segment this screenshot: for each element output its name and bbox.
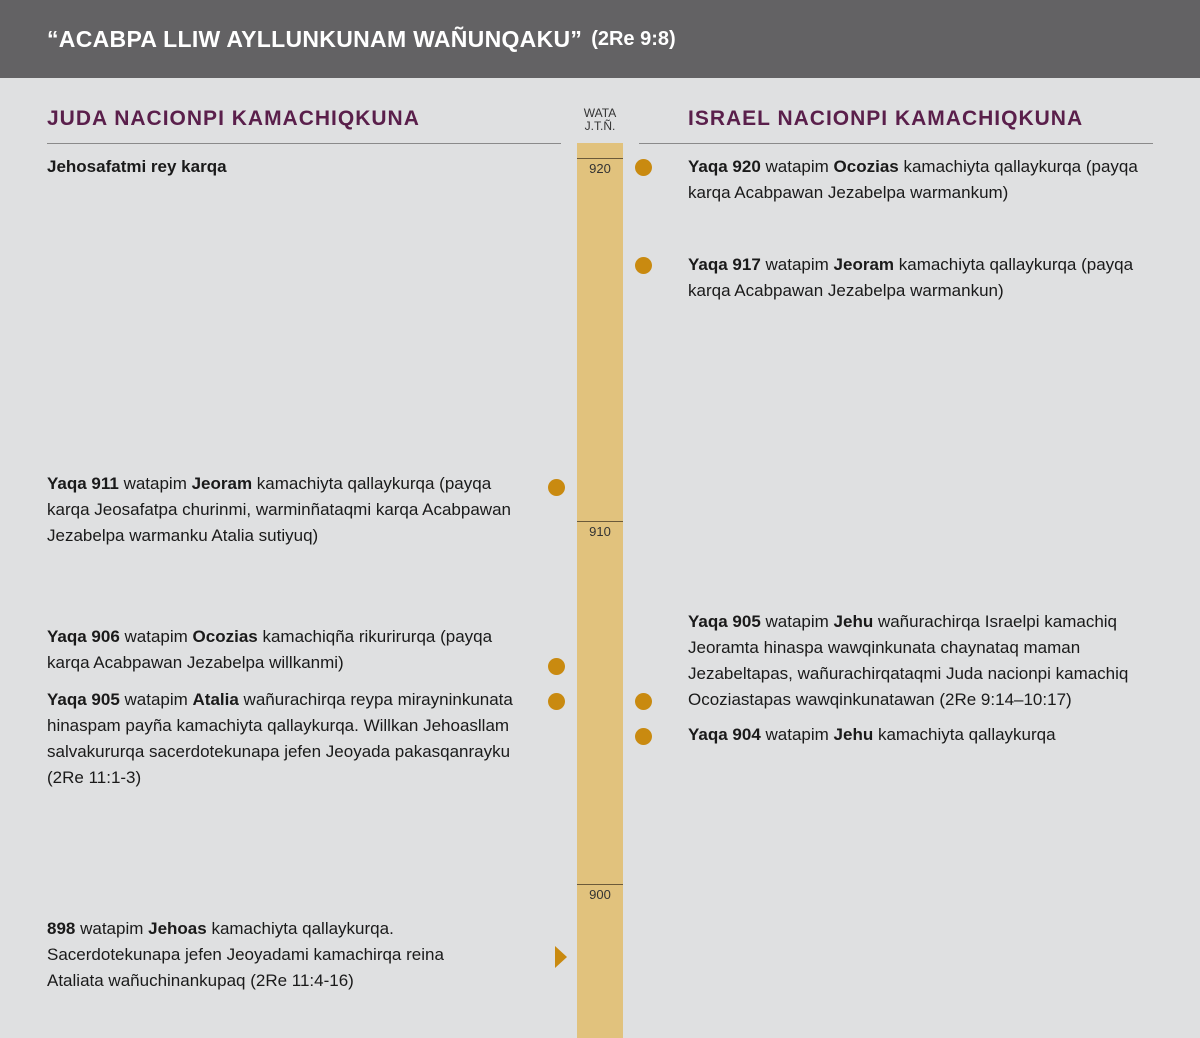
event-date: Yaqa 911 [47, 474, 119, 493]
marker-dot-icon [635, 728, 652, 745]
axis-title-era: J.T.Ñ. [584, 119, 616, 133]
event-king: Atalia [192, 690, 239, 709]
juda-event-ocozias [47, 624, 507, 676]
marker-dot-icon [635, 257, 652, 274]
event-date: Yaqa 904 [688, 725, 761, 744]
page-title: “ACABPA LLIW AYLLUNKUNAM WAÑUNQAKU” [47, 25, 583, 52]
event-date: Yaqa 917 [688, 255, 761, 274]
event-connector: watapim [760, 255, 834, 274]
marker-dot-icon [548, 479, 565, 496]
event-description: kamachiyta qallaykurqa (payqa karqa Acabpawan Jezabelpa warmankun) [688, 255, 1134, 300]
header-bar [0, 0, 1200, 78]
event-king: Jehu [833, 725, 874, 744]
event-connector: watapim [760, 725, 834, 744]
tick-label-910: 910 [589, 524, 611, 539]
israel-event-jehu-reigns [688, 722, 1178, 748]
right-column-title: ISRAEL NACIONPI KAMACHIQKUNA [688, 107, 1084, 130]
timeline-bar [577, 143, 623, 1038]
tick-line-910 [577, 521, 623, 522]
marker-dot-icon [635, 693, 652, 710]
israel-event-ocozias [688, 154, 1178, 206]
event-connector: watapim [760, 157, 834, 176]
event-king: Jeoram [833, 255, 895, 274]
event-king: Jeoram [191, 474, 253, 493]
juda-event-atalia [47, 687, 527, 791]
event-date: 898 [47, 919, 76, 938]
left-divider [47, 143, 561, 144]
left-column-title: JUDA NACIONPI KAMACHIQKUNA [47, 107, 420, 130]
event-date: Yaqa 905 [47, 690, 120, 709]
event-description: kamachiqña rikurirurqa (payqa karqa Acabpawan Jezabelpa willkanmi) [47, 627, 493, 672]
event-description: wañurachirqa Israelpi kamachiq Jeoramta hinaspa wawqinkunata chaynataq maman Jezabeltapas, wañurachirqataqmi Juda nacionpi kamachiq Ocoziastapas wawqinkunatawan (2Re 9:14–10:17) [688, 612, 1129, 709]
scripture-reference: (2Re 9:8) [591, 27, 676, 50]
juda-event-jeoram [47, 471, 527, 549]
event-date: Yaqa 906 [47, 627, 120, 646]
event-description: kamachiyta qallaykurqa [873, 725, 1056, 744]
tick-line-900 [577, 884, 623, 885]
event-king: Ocozias [192, 627, 258, 646]
axis-title [575, 107, 625, 133]
event-connector: watapim [119, 627, 193, 646]
event-description: kamachiyta qallaykurqa. Sacerdotekunapa jefen Jeoyadami kamachirqa reina Ataliata wañuchinankupaq (2Re 11:4-16) [47, 919, 444, 990]
right-divider [639, 143, 1153, 144]
event-connector: watapim [75, 919, 149, 938]
juda-event-jehoas [47, 916, 447, 994]
event-date: Yaqa 905 [688, 612, 761, 631]
juda-event-jehosafat [47, 154, 527, 180]
axis-title-year: WATA [583, 106, 617, 120]
israel-event-jehu-kills [688, 609, 1178, 713]
israel-event-jeoram [688, 252, 1178, 304]
event-description: kamachiyta qallaykurqa (payqa karqa Jeosafatpa churinmi, warminñataqmi karqa Acabpawan Jezabelpa warmanku Atalia sutiyuq) [47, 474, 511, 545]
marker-arrow-icon [555, 946, 567, 968]
event-description: kamachiyta qallaykurqa (payqa karqa Acabpawan Jezabelpa warmankum) [688, 157, 1138, 202]
event-connector: watapim [760, 612, 834, 631]
event-label: Jehosafatmi rey karqa [47, 157, 227, 176]
event-king: Jehu [833, 612, 874, 631]
event-king: Jehoas [148, 919, 207, 938]
event-date: Yaqa 920 [688, 157, 761, 176]
event-connector: watapim [118, 474, 192, 493]
event-connector: watapim [119, 690, 193, 709]
tick-label-900: 900 [589, 887, 611, 902]
event-description: wañurachirqa reypa mirayninkunata hinaspam payña kamachiyta qallaykurqa. Willkan Jehoasllam salvakururqa sacerdotekunapa jefen Jeoyada pakasqanrayku (2Re 11:1-3) [47, 690, 513, 787]
marker-dot-icon [548, 693, 565, 710]
tick-line-920 [577, 158, 623, 159]
tick-label-920: 920 [589, 161, 611, 176]
marker-dot-icon [635, 159, 652, 176]
event-king: Ocozias [833, 157, 899, 176]
marker-dot-icon [548, 658, 565, 675]
